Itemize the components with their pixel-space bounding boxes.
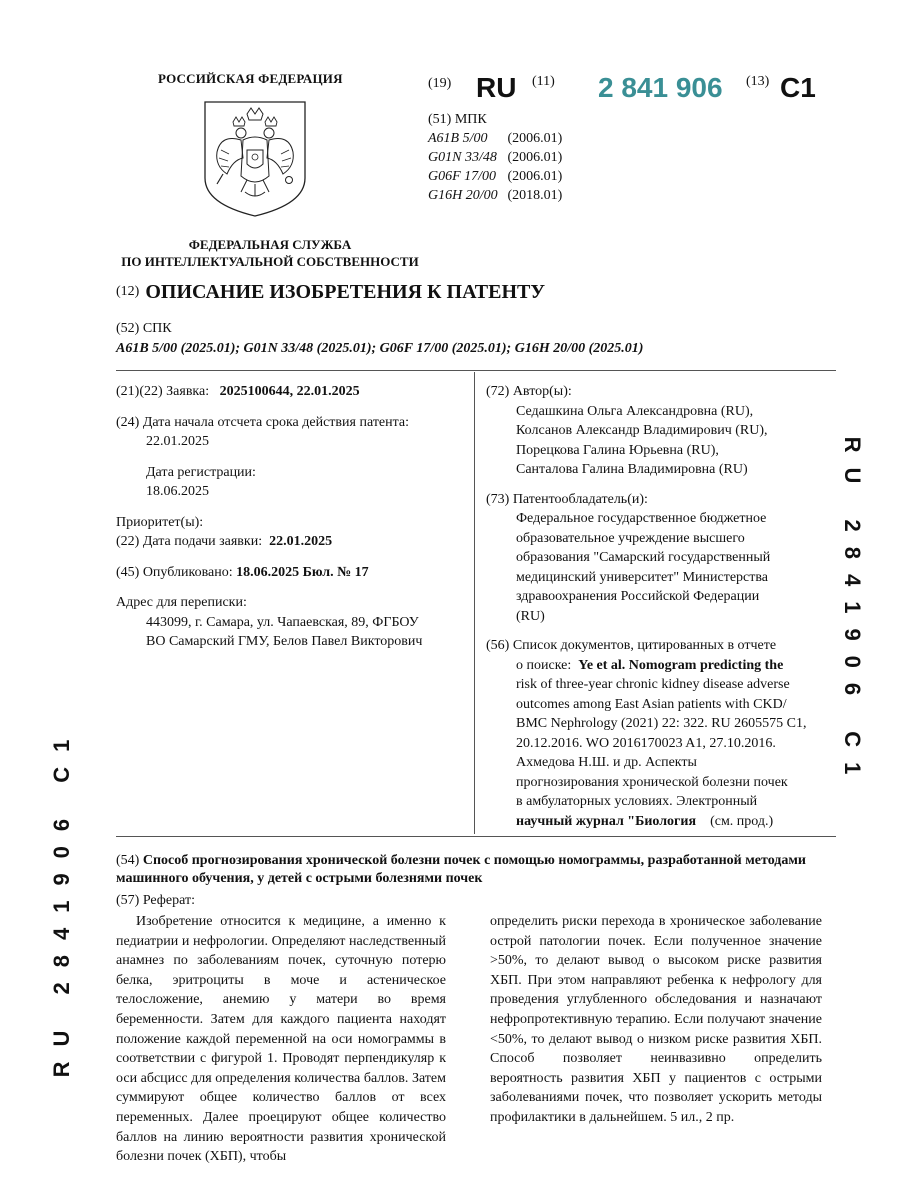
filing-date-field: (22) Дата подачи заявки: 22.01.2025 — [116, 534, 333, 549]
cited-line-first: о поиске: Ye et al. Nomogram predicting the — [516, 657, 784, 673]
cited-line: Ахмедова Н.Ш. и др. Аспекты — [516, 755, 697, 770]
abstract-right-column: определить риски перехода в хроническое заболевание острой патологии почек. Если полученное значение >50%, то делают вывод о высоком риске развития ХБП. При этом направляют ребенка к нефрологу для проведения углубленного обследования и назначают нефропротективную терапию. Если получают значение <50%, то делают вывод о низком риске развития ХБП. Способ позволяет неинвазивно определить вероятность развития ХБП у пациентов с острыми заболеваниями почек, что позволяет ускорить методы профилактики в дальнейшем. 5 ил., 2 пр. — [490, 914, 822, 1125]
cited-line: 20.12.2016. WO 2016170023 A1, 27.10.2016. — [516, 735, 776, 751]
title-code: (12) — [116, 284, 140, 299]
side-text-left: RU 2841906 C1 — [49, 724, 74, 1078]
cited-line: в амбулаторных условиях. Электронный — [516, 794, 758, 809]
term-start-label: (24) Дата начала отсчета срока действия патента: — [116, 414, 410, 430]
patent-office-name — [70, 236, 470, 270]
mpk-row: A61B 5/00 (2006.01) — [428, 131, 563, 146]
owner-line: медицинский университет" Министерства — [516, 569, 769, 585]
country-name: РОССИЙСКАЯ ФЕДЕРАЦИЯ — [158, 71, 343, 86]
registration-label: Дата регистрации: — [146, 464, 256, 480]
side-text-right: RU 2841906 C1 — [840, 436, 865, 790]
country-code: RU — [476, 72, 517, 103]
abstract-left-column: Изобретение относится к медицине, а именно к педиатрии и нефрологии. Определяют наследственный анамнез по заболеваниям почек, суточную потерю белка, эритроциты в моче и астеническое телосложение, анемию у матери во время беременности. Затем для каждого пациента находят положение каждой переменной на оси номограммы в соответствии с фигурой 1. Проводят перпендикуляр к оси абсцисс для определения количества баллов. Затем суммируют общее количество баллов от всех переменных. Далее проецируют общее количество баллов на линию вероятности развития хронической болезни почек (ХБП), чтобы — [116, 914, 446, 1165]
divider-vertical — [474, 372, 475, 834]
mpk-row: G06F 17/00 (2006.01) — [428, 169, 563, 184]
side-identifier-left — [48, 720, 76, 1080]
term-start-value: 22.01.2025 — [146, 434, 209, 449]
code-13: (13) — [746, 74, 770, 89]
patent-number: 2 841 906 — [598, 72, 723, 103]
invention-title — [116, 852, 836, 888]
cited-line: прогнозирования хронической болезни почек — [516, 774, 788, 790]
mpk-row: G16H 20/00 (2018.01) — [428, 188, 563, 203]
published-field: (45) Опубликовано: 18.06.2025 Бюл. № 17 — [116, 564, 369, 580]
owner-line: Федеральное государственное бюджетное — [516, 511, 767, 526]
spk-codes: A61B 5/00 (2025.01); G01N 33/48 (2025.01); G06F 17/00 (2025.01); G16H 20/00 (2025.01) — [116, 341, 644, 356]
cited-line-last: научный журнал "Биология (см. прод.) — [516, 813, 774, 829]
title-text: ОПИСАНИЕ ИЗОБРЕТЕНИЯ К ПАТЕНТУ — [145, 281, 546, 303]
side-identifier-right — [838, 432, 866, 792]
address-label: Адрес для переписки: — [116, 595, 247, 610]
address-line-2: ВО Самарский ГМУ, Белов Павел Викторович — [146, 634, 423, 649]
owner-line: образования "Самарский государственный — [516, 550, 771, 565]
owner-line: здравоохранения Российской Федерации — [516, 589, 760, 604]
code-11: (11) — [532, 74, 555, 89]
owner-line: образовательное учреждение высшего — [516, 530, 745, 546]
abstract-label: (57) Реферат: — [116, 893, 195, 908]
divider-bottom — [116, 836, 836, 837]
office-line-1: ФЕДЕРАЛЬНАЯ СЛУЖБА — [188, 237, 352, 252]
invention-code: (54) — [116, 853, 140, 868]
address-line-1: 443099, г. Самара, ул. Чапаевская, 89, ФГБОУ — [146, 614, 419, 630]
author-name: Седашкина Ольга Александровна (RU), — [516, 403, 754, 419]
cited-line: BMC Nephrology (2021) 22: 322. RU 2605575 C1, — [516, 716, 807, 731]
author-name: Колсанов Александр Владимирович (RU), — [516, 423, 768, 438]
spk-block — [116, 319, 643, 359]
owner-line: (RU) — [516, 608, 545, 624]
author-name: Порецкова Галина Юрьевна (RU), — [516, 442, 719, 458]
cited-line: outcomes among East Asian patients with CKD/ — [516, 696, 787, 712]
office-line-2: ПО ИНТЕЛЛЕКТУАЛЬНОЙ СОБСТВЕННОСТИ — [121, 254, 419, 269]
document-title — [116, 281, 545, 304]
spk-label: (52) СПК — [116, 321, 172, 336]
registration-value: 18.06.2025 — [146, 484, 209, 499]
priority-label: Приоритет(ы): — [116, 514, 204, 530]
authors-label: (72) Автор(ы): — [486, 384, 572, 399]
code-19: (19) — [428, 76, 452, 91]
kind-code: C1 — [780, 72, 816, 103]
owner-label: (73) Патентообладатель(и): — [486, 491, 648, 507]
left-bibliographic-column — [116, 380, 466, 652]
mpk-label: (51) МПК — [428, 112, 487, 127]
right-bibliographic-column — [486, 380, 826, 831]
application-field: (21)(22) Заявка: 2025100644, 22.01.2025 — [116, 384, 360, 399]
divider-top — [116, 370, 836, 371]
cited-line: risk of three-year chronic kidney disease adverse — [516, 677, 790, 692]
author-name: Санталова Галина Владимировна (RU) — [516, 462, 748, 477]
cited-label: (56) Список документов, цитированных в отчете — [486, 638, 777, 653]
mpk-block — [428, 110, 562, 205]
coat-of-arms-icon — [203, 100, 307, 218]
mpk-row: G01N 33/48 (2006.01) — [428, 150, 563, 165]
invention-title-text: Способ прогнозирования хронической болезни почек с помощью номограммы, разработанной методами машинного обучения, у детей с острыми болезнями почек — [116, 853, 806, 886]
